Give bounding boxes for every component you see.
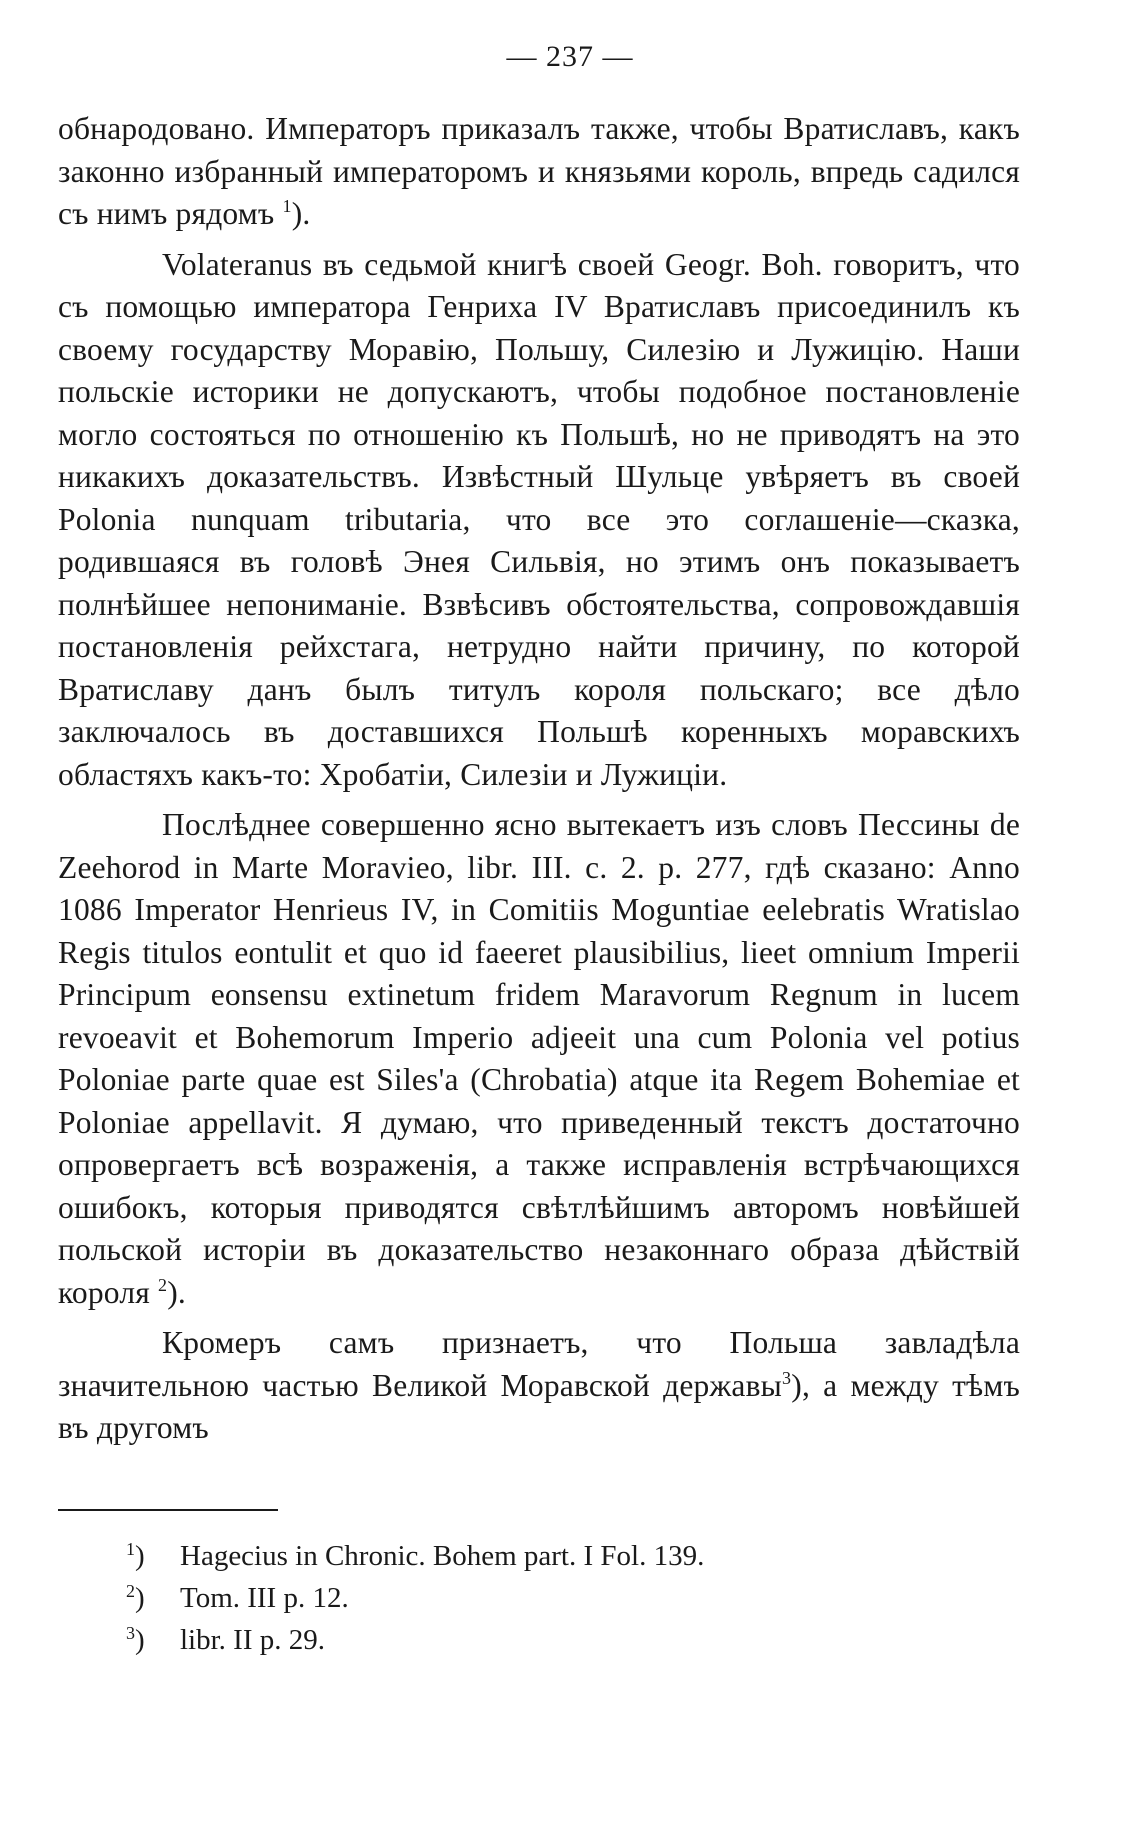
footnote-mark: $^3$) [126, 1623, 145, 1656]
footnote-text: libr. II p. 29. [180, 1624, 325, 1656]
footnotes [126, 1535, 1006, 1661]
footnote-divider [58, 1509, 278, 1511]
footnote-ref-3: 3 [782, 1367, 792, 1388]
paragraph-2: Volateranus въ седьмой книгѣ своей Geogr. Boh. говоритъ, что съ помощью императора Генриха IV Вратиславъ присоединилъ къ своему государству Моравію, Польшу, Силезію и Лужицію. Наши польскіе историки не допускаютъ, чтобы подобное постановленіе могло состояться по отношенію къ Польшѣ, но не приводятъ на это никакихъ доказательствъ. Извѣстный Шульцe увѣряетъ въ своей Polonia nunquam tributaria, что все это соглашеніе—сказка, родившаяся въ головѣ Энея Сильвія, но этимъ онъ показываетъ полнѣйшее непониманіе. Взвѣсивъ обстоятельства, сопровождавшія постановленія рейхстага, нетрудно найти причину, по которой Вратиславу данъ былъ титулъ короля польскаго; все дѣло заключалось въ доставшихся Польшѣ коренныхъ моравскихъ областяхъ какъ-то: Хробатіи, Силезіи и Лужиціи. [58, 246, 1020, 792]
page-number: — 237 — [506, 40, 634, 73]
paragraph-3-text: Послѣднее совершенно ясно вытекаетъ изъ словъ Пессины de Zeehorod in Marte Moravieo, libr. III. c. 2. p. 277, гдѣ сказано: Anno 1086 Imperator Henrieus IV, in Comitiis Moguntiae eelebratis Wratislao Regis titulos eontulit et quo id faeeret plausibilius, lieet omnium Imperii Principum eonsensu extinetum fridem Maravorum Regnum in lucem revoeavit et Bohemorum Imperio adjeeit una cum Polonia vel potius Poloniae parte quae est Siles'a (Chrobatia) atque ita Regem Bohemiae et Poloniae appellavit. Я думаю, что приведенный текстъ достаточно опровергаетъ всѣ возраженія, а также исправленія встрѣчающихся ошибокъ, которыя приводятся свѣтлѣйшимъ авторомъ новѣйшей польской исторіи въ доказательство незаконнаго образа дѣйствій короля [58, 807, 1020, 1310]
paragraph-4-end: ), а между тѣмъ въ другомъ [58, 1367, 1020, 1445]
footnote-ref-1: 1 [282, 196, 292, 216]
paragraph-4 [58, 1322, 1020, 1450]
paragraph-1-end: ). [291, 196, 311, 231]
footnote-mark: $^2$) [126, 1581, 145, 1614]
paragraph-4-text: Кромеръ самъ признаетъ, что Польша завладѣла значительною частью Великой Моравской державы [58, 1325, 1020, 1403]
paragraph-1-text: обнародовано. Императоръ приказалъ также, чтобы Вратиславъ, какъ законно избранный императоромъ и князьями король, впредь садился съ нимъ рядомъ [58, 111, 1020, 231]
footnote-1 [126, 1535, 1006, 1577]
footnote-ref-2: 2 [158, 1274, 168, 1295]
footnote-2 [126, 1577, 1006, 1619]
paragraph-1 [58, 108, 1020, 236]
footnote-3 [126, 1619, 1006, 1661]
footnote-text: Tom. III p. 12. [180, 1582, 349, 1614]
footnote-mark: $^1$) [126, 1539, 145, 1572]
footnote-text: Hagecius in Chronic. Bohem part. I Fol. 139. [180, 1540, 705, 1572]
main-text [58, 108, 1020, 1450]
paragraph-3-end: ). [167, 1274, 186, 1310]
paragraph-3 [58, 804, 1020, 1314]
